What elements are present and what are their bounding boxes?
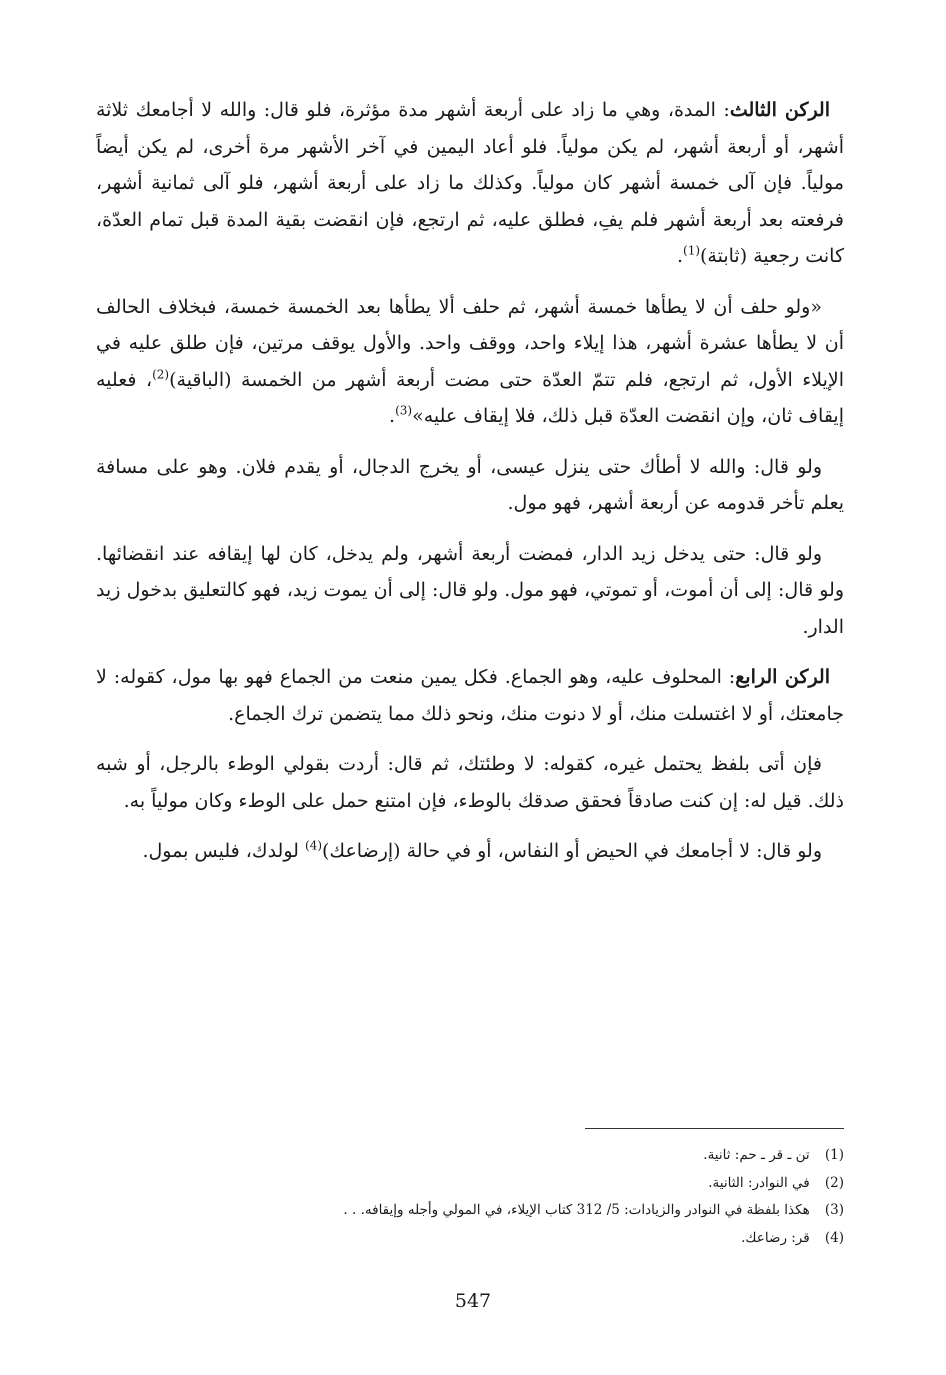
paragraph-text: «ولو حلف أن لا يطأها خمسة أشهر، ثم حلف ألا يطأها بعد الخمسة خمسة، فبخلاف الحالف أن لا يطأها عشرة أشهر، هذا إيلاء واحد، ووقف واحد. والأول يوقف مرتين، فإن طلق عليه في الإيلاء الأول، ثم ارتجع، فلم تتمّ العدّة حتى مضت أربعة أشهر من الخمسة (الباقية) xyxy=(96,295,844,391)
footnote-3 xyxy=(240,1197,844,1225)
page-number: 547 xyxy=(454,1290,492,1312)
paragraph-text: : المحلوف عليه، وهو الجماع. فكل يمين منعت من الجماع فهو بها مول، كقوله: لا جامعتك، أو لا اغتسلت منك، أو لا دنوت منك، ونحو ذلك مما يتضمن ترك الجماع. xyxy=(96,666,844,725)
paragraph-text: فإن أتى بلفظ يحتمل غيره، كقوله: لا وطئتك، ثم قال: أردت بقولي الوطء بالرجل، أو شبه ذلك. قيل له: إن كنت صادقاً فحقق صدقك بالوطء، فإن امتنع حمل على الوطء وكان مولياً به. xyxy=(96,753,844,812)
paragraph-quote xyxy=(96,289,844,435)
footnote-number: (2) xyxy=(824,1174,844,1191)
footnote-ref-4[interactable]: (4) xyxy=(305,838,323,853)
footnote-number: (3) xyxy=(824,1202,844,1218)
paragraph-isa xyxy=(96,449,844,522)
footnote-ref-2[interactable]: (2) xyxy=(152,367,170,382)
paragraph-menses xyxy=(96,833,844,870)
page-body xyxy=(96,92,844,884)
paragraph-ambiguous xyxy=(96,746,844,819)
paragraph-text: ، فعليه إيقاف ثان، وإن انقضت العدّة قبل ذلك، فلا إيقاف عليه» xyxy=(96,368,844,427)
paragraph-tail: . xyxy=(676,245,683,267)
paragraph-text: ولو قال: لا أجامعك في الحيض أو النفاس، أو في حالة (إرضاعك) xyxy=(322,840,822,862)
paragraph-fourth-pillar xyxy=(96,659,844,732)
footnote-2 xyxy=(240,1170,844,1198)
footnote-text: قر: رضاعك. xyxy=(741,1229,810,1246)
footnotes xyxy=(240,1142,844,1252)
footnote-1 xyxy=(240,1142,844,1170)
footnote-separator xyxy=(585,1128,844,1129)
footnote-text: في النوادر: الثانية. xyxy=(708,1174,810,1191)
paragraph-text: ولو قال: حتى يدخل زيد الدار، فمضت أربعة أشهر، ولم يدخل، كان لها إيقافه عند انقضائها. ولو قال: إلى أن أموت، أو تموتي، فهو مول. ولو قال: إلى أن يموت زيد، فهو كالتعليق بدخول زيد الدار. xyxy=(96,542,844,638)
footnote-4 xyxy=(240,1225,844,1253)
paragraph-zayd xyxy=(96,536,844,646)
footnote-ref-3[interactable]: (3) xyxy=(395,403,413,418)
footnote-text: تن ـ قر ـ حم: ثانية. xyxy=(703,1147,810,1163)
paragraph-text: : المدة، وهي ما زاد على أربعة أشهر مدة مؤثرة، فلو قال: والله لا أجامعك ثلاثة أشهر، أو أربعة أشهر، لم يكن مولياً. فلو أعاد اليمين في آخر الأشهر مرة أخرى، لم يكن أيضاً مولياً. فإن آلى خمسة أشهر كان مولياً. وكذلك ما زاد على أربعة أشهر، فلو آلى ثمانية أشهر، فرفعته بعد أربعة أشهر فلم يفِ، فطلق عليه، ثم ارتجع، فإن انقضت بقية المدة قبل تمام العدّة، كانت رجعية (ثابتة) xyxy=(96,99,844,267)
paragraph-tail: . xyxy=(389,405,396,427)
footnote-text: هكذا بلفظة في النوادر والزيادات: 5/ 312 كتاب الإيلاء، في المولي وأجله وإيقافه. . . xyxy=(343,1202,810,1218)
heading-fourth-pillar: الركن الرابع xyxy=(735,666,830,688)
footnote-ref-1[interactable]: (1) xyxy=(683,243,701,258)
footnote-number: (1) xyxy=(824,1147,844,1163)
paragraph-text: لولدك، فليس بمول. xyxy=(142,840,305,862)
footnote-number: (4) xyxy=(824,1229,844,1246)
paragraph-third-pillar xyxy=(96,92,844,275)
paragraph-text: ولو قال: والله لا أطأك حتى ينزل عيسى، أو يخرج الدجال، أو يقدم فلان. وهو على مسافة يعلم تأخر قدومه عن أربعة أشهر، فهو مول. xyxy=(96,455,844,514)
heading-third-pillar: الركن الثالث xyxy=(729,99,830,121)
